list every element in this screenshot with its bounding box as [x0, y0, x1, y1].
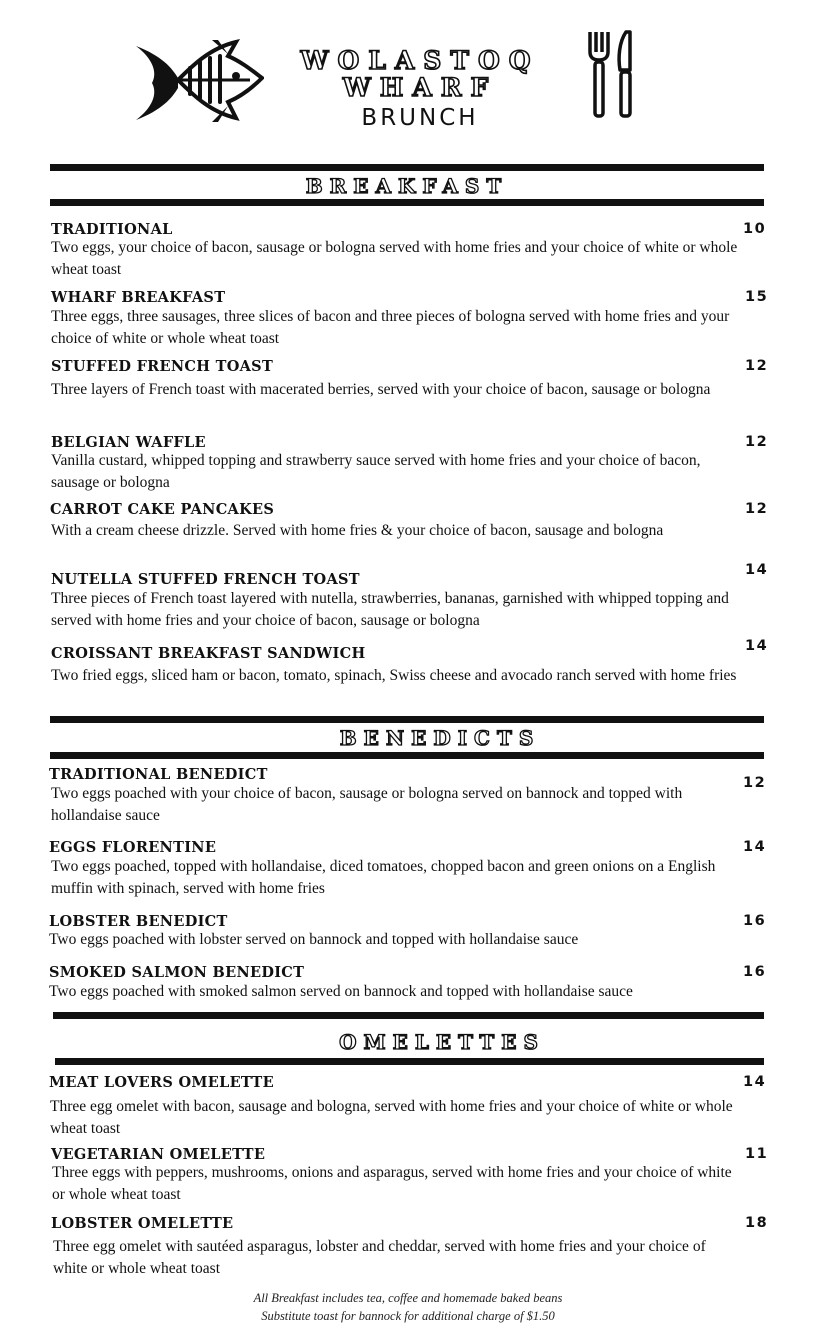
menu-item-name: LOBSTER BENEDICT — [49, 913, 228, 930]
menu-item-name: WHARF BREAKFAST — [51, 289, 226, 306]
menu-item-description: Vanilla custard, whipped topping and strawberry sauce served with home fries and your choice of bacon, sausage or bologna — [51, 452, 701, 491]
section-title-breakfast: BREAKFAST — [305, 174, 509, 198]
menu-item-description: Three egg omelet with bacon, sausage and bologna, served with home fries and your choice of white or whole wheat toast — [50, 1098, 733, 1137]
section-title-benedicts: BENEDICTS — [339, 726, 541, 750]
section-title-omelettes: OMELETTES — [339, 1030, 545, 1054]
menu-item-price: 14 — [743, 839, 767, 855]
menu-item-price: 14 — [743, 1074, 767, 1090]
section-divider-bottom — [50, 199, 764, 206]
menu-item-price: 14 — [745, 638, 769, 654]
menu-item-price: 12 — [745, 434, 769, 450]
restaurant-name-line2: WHARF — [342, 73, 498, 102]
menu-item-description: Two fried eggs, sliced ham or bacon, tomato, spinach, Swiss cheese and avocado ranch served with home fries — [51, 667, 737, 684]
menu-item-name: NUTELLA STUFFED FRENCH TOAST — [51, 571, 360, 588]
section-divider-top — [50, 716, 764, 723]
restaurant-name-line1: WOLASTOQ — [300, 46, 540, 75]
menu-item-description: Two eggs poached with smoked salmon served on bannock and topped with hollandaise sauce — [49, 983, 633, 1000]
menu-item-name: VEGETARIAN OMELETTE — [51, 1146, 266, 1163]
menu-item-price: 12 — [745, 358, 769, 374]
menu-item-price: 16 — [743, 964, 767, 980]
menu-item-price: 11 — [745, 1146, 769, 1162]
menu-item-name: SMOKED SALMON BENEDICT — [49, 964, 305, 981]
menu-item-description: Three pieces of French toast layered with nutella, strawberries, bananas, garnished with whipped topping and served with home fries and your choice of bacon, sausage or bologna — [51, 590, 729, 629]
menu-item-price: 18 — [745, 1215, 769, 1231]
menu-item-name: MEAT LOVERS OMELETTE — [49, 1074, 274, 1091]
section-divider-top — [53, 1012, 764, 1019]
menu-item-description: Three layers of French toast with macerated berries, served with your choice of bacon, sausage or bologna — [51, 381, 711, 398]
menu-item-name: BELGIAN WAFFLE — [51, 434, 206, 451]
footer-note: All Breakfast includes tea, coffee and homemade baked beans — [253, 1291, 563, 1305]
footer-note: Substitute toast for bannock for additional charge of $1.50 — [261, 1309, 555, 1323]
section-divider-top — [50, 164, 764, 171]
menu-item-name: CARROT CAKE PANCAKES — [50, 501, 275, 518]
menu-item-name: TRADITIONAL — [51, 221, 173, 238]
menu-subtitle: BRUNCH — [361, 105, 479, 131]
menu-item-name: LOBSTER OMELETTE — [51, 1215, 234, 1232]
menu-item-description: Two eggs poached with lobster served on bannock and topped with hollandaise sauce — [49, 931, 579, 948]
section-divider-bottom — [50, 752, 764, 759]
menu-item-name: TRADITIONAL BENEDICT — [49, 766, 268, 783]
menu-item-name: EGGS FLORENTINE — [49, 839, 217, 856]
menu-item-description: Three eggs with peppers, mushrooms, onions and asparagus, served with home fries and your choice of white or whole wheat toast — [52, 1164, 732, 1203]
menu-item-price: 10 — [743, 221, 767, 237]
menu-item-description: Two eggs poached with your choice of bacon, sausage or bologna served on bannock and topped with hollandaise sauce — [51, 785, 683, 824]
menu-item-description: Three egg omelet with sautéed asparagus, lobster and cheddar, served with home fries and your choice of white or whole wheat toast — [53, 1238, 706, 1277]
section-divider-bottom — [55, 1058, 764, 1065]
menu-item-price: 12 — [743, 775, 767, 791]
menu-item-name: STUFFED FRENCH TOAST — [51, 358, 274, 375]
menu-item-price: 16 — [743, 913, 767, 929]
menu-item-description: Three eggs, three sausages, three slices of bacon and three pieces of bologna served with home fries and your choice of white or whole wheat toast — [51, 308, 730, 347]
menu-item-price: 15 — [745, 289, 769, 305]
menu-item-description: Two eggs, your choice of bacon, sausage or bologna served with home fries and your choice of white or whole wheat toast — [51, 239, 738, 278]
fork-knife-icon — [586, 30, 636, 120]
menu-item-description: With a cream cheese drizzle. Served with home fries & your choice of bacon, sausage and bologna — [51, 522, 664, 539]
menu-item-name: CROISSANT BREAKFAST SANDWICH — [51, 645, 366, 662]
menu-item-price: 14 — [745, 562, 769, 578]
menu-item-description: Two eggs poached, topped with hollandaise, diced tomatoes, chopped bacon and green onions on a English muffin with spinach, served with home fries — [51, 858, 716, 897]
menu-item-price: 12 — [745, 501, 769, 517]
